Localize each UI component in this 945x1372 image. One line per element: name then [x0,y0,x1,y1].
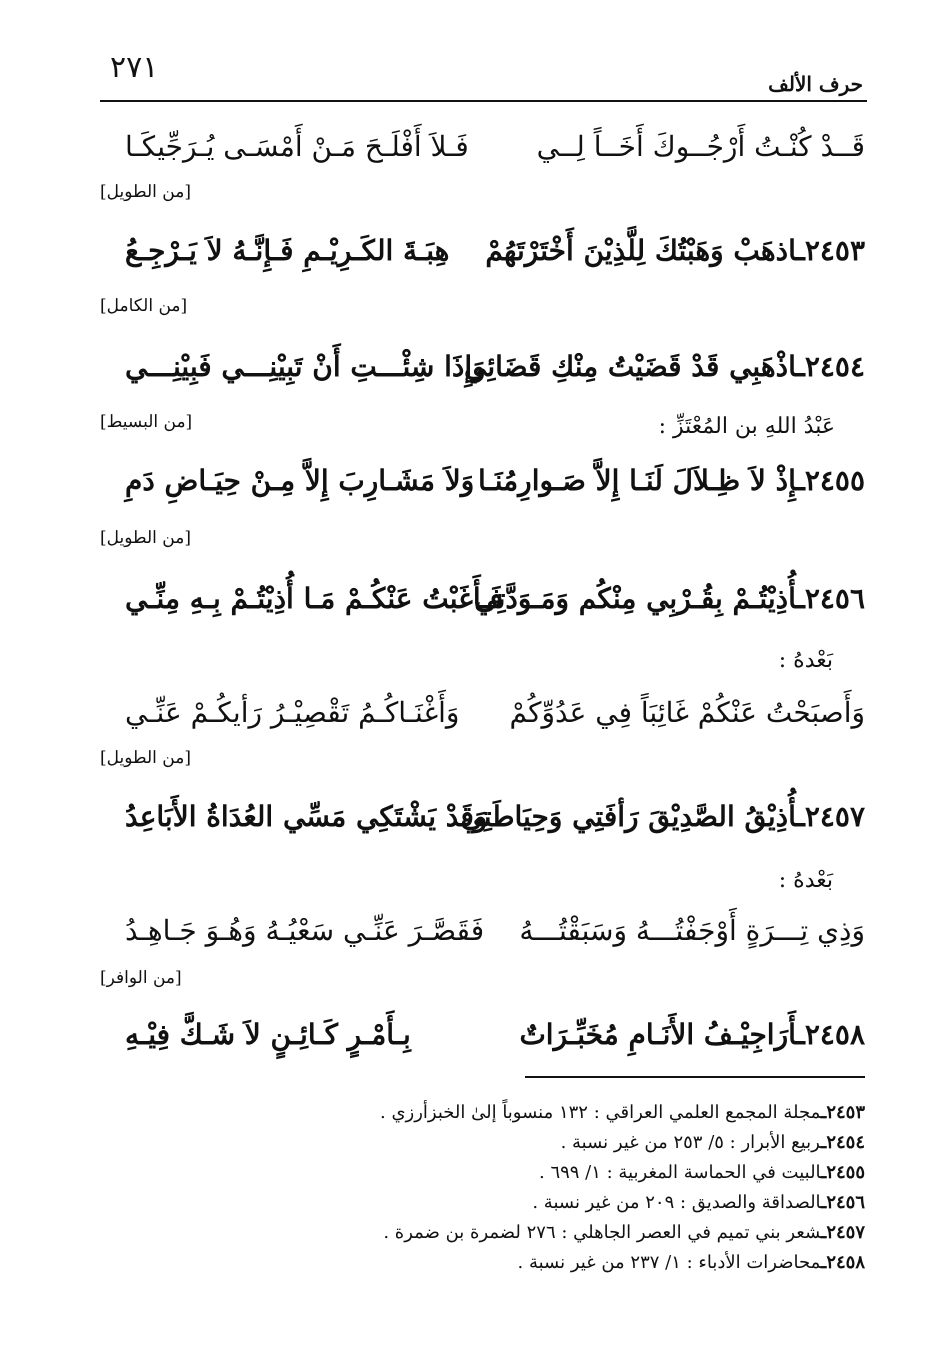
verse-first-hemistich [478,456,865,506]
verse-line [95,456,865,506]
hemistich-text: أُذِيْتُـمْ بِقُـرْبِي مِنْكُم وَمَـوَدَّتِي [474,582,797,615]
page-number: ٢٧١ [110,50,159,85]
hemistich-text: وَأَصبَحْتُ عَنْكُمْ غَائِبَاً فِي عَدُوِّكُمْ [509,696,865,729]
meter-label: [من الطويل] [100,182,191,202]
verse-number: ٢٤٥٨ـ [796,1018,865,1051]
footnote-number: ٢٤٥٧ـ [821,1222,865,1243]
footnote [80,1248,865,1278]
footnote-text: محاضرات الأدباء : ١/ ٢٣٧ من غير نسبة . [517,1252,822,1273]
verse-first-hemistich [537,122,865,172]
meter-label: [من الكامل] [100,296,188,316]
verse-second-hemistich: وَلاَ مَشَـارِبَ إِلاَّ مِـنْ حِيَـاضِ دَمِ [125,464,475,497]
footnote-text: شعر بني تميم في العصر الجاهلي : ٢٧٦ لضمرة بن ضمرة . [383,1222,822,1243]
continuation-cue: بَعْدهُ : [778,648,833,673]
footnote [80,1128,865,1158]
footnote-number: ٢٤٥٥ـ [821,1162,865,1183]
footnote-text: مجلة المجمع العلمي العراقي : ١٣٢ منسوباً إلىٰ الخبزأرزي . [380,1102,822,1123]
meter-label: [من الطويل] [100,748,191,768]
verse-line [95,226,865,276]
verse-second-hemistich: وَإِذَا شِئْـــتِ أَنْ تَبِيْنِـــي فَبِيْنِـــي [125,350,486,383]
footnote-number: ٢٤٥٦ـ [821,1192,865,1213]
footnote [80,1188,865,1218]
verse-number: ٢٤٥٤ـ [796,350,865,383]
footnote-number: ٢٤٥٣ـ [821,1102,865,1123]
hemistich-text: اذهَبْ وَهَبْتُكَ لِلَّذِيْنَ أَخْتَرْتَهُمْ [485,234,797,267]
verse-line [95,122,865,172]
footnote-number: ٢٤٥٨ـ [821,1252,865,1273]
verse-number: ٢٤٥٦ـ [796,582,865,615]
verse-second-hemistich: فَقَصَّـرَ عَنِّـي سَعْيُـهُ وَهُـوَ جَـاهِـدُ [125,914,485,947]
verse-first-hemistich [464,342,865,392]
verse-number: ٢٤٥٣ـ [796,234,865,267]
meter-label: [من الطويل] [100,528,191,548]
verse-first-hemistich [460,792,865,842]
verse-line [95,906,865,956]
meter-label: [من البسيط] [100,412,193,432]
header-rule [100,100,867,102]
verse-first-hemistich [519,1010,865,1060]
footnote-text: البيت في الحماسة المغربية : ١/ ٦٩٩ . [538,1162,822,1183]
verse-line [95,792,865,842]
continuation-cue: بَعْدهُ : [778,868,833,893]
footnotes [80,1098,865,1278]
verse-second-hemistich: وَقَدْ يَشْتَكِي مَسِّي العُدَاةُ الأَبَاعِدُ [125,800,488,833]
hemistich-text: اذْهَبِي قَدْ قَضَيْتُ مِنْكِ قَضَائِي [464,350,797,383]
verse-number: ٢٤٥٧ـ [796,800,865,833]
footnote-rule [525,1076,865,1078]
hemistich-text: وَذِي تِـــرَةٍ أَوْجَفْتُـــهُ وَسَبَقْتُـــهُ [519,914,865,947]
running-title: حرف الألف [768,72,863,96]
verse-line [95,342,865,392]
hemistich-text: أُذِيْقُ الصَّدِيْقَ رَأفَتِي وَحِيَاطَتِي [460,800,797,833]
verse-second-hemistich: فَـلاَ أَفْلَـحَ مَـنْ أَمْسَـى يُـرَجِّيكَـا [125,130,469,163]
poet-attribution: عَبْدُ اللهِ بن المُعْتَزِّ : [658,414,835,439]
footnote-text: ربيع الأبرار : ٥/ ٢٥٣ من غير نسبة . [560,1132,822,1153]
verse-second-hemistich: بِـأَمْـرٍ كَـائِـنٍ لاَ شَـكَّ فِيْـهِ [125,1018,411,1051]
verse-first-hemistich [474,574,865,624]
footnote-text: الصداقة والصديق : ٢٠٩ من غير نسبة . [532,1192,822,1213]
verse-first-hemistich [509,688,865,738]
verse-line [95,688,865,738]
verse-second-hemistich: وَأَغْنَـاكُـمُ تَقْصِيْـرُ رَأيكُـمْ عَنِّـي [125,696,460,729]
footnote [80,1158,865,1188]
hemistich-text: إِذْ لاَ ظِـلاَلَ لَنَـا إِلاَّ صَـوارِمُنَـا [478,464,797,497]
verse-second-hemistich: فَـأَغَبْتُ عَنْكُـمْ مَـا أُذِيْتُـمْ بِـهِ مِنِّـي [125,582,503,615]
footnote [80,1098,865,1128]
hemistich-text: أَرَاجِيْـفُ الأَنَـامِ مُخَبِّـرَاتٌ [519,1018,797,1051]
verse-first-hemistich [519,906,865,956]
verse-line [95,574,865,624]
meter-label: [من الوافر] [100,968,182,988]
hemistich-text: قَــدْ كُنْـتُ أَرْجُــوكَ أَخَــاً لِــي [536,130,865,163]
footnote [80,1218,865,1248]
verse-line [95,1010,865,1060]
footnote-number: ٢٤٥٤ـ [821,1132,865,1153]
verse-first-hemistich [485,226,865,276]
verse-second-hemistich: هِبَـةَ الكَـرِيْـمِ فَـإِنَّـهُ لاَ يَـرْجِـعُ [125,234,450,267]
verse-number: ٢٤٥٥ـ [796,464,865,497]
